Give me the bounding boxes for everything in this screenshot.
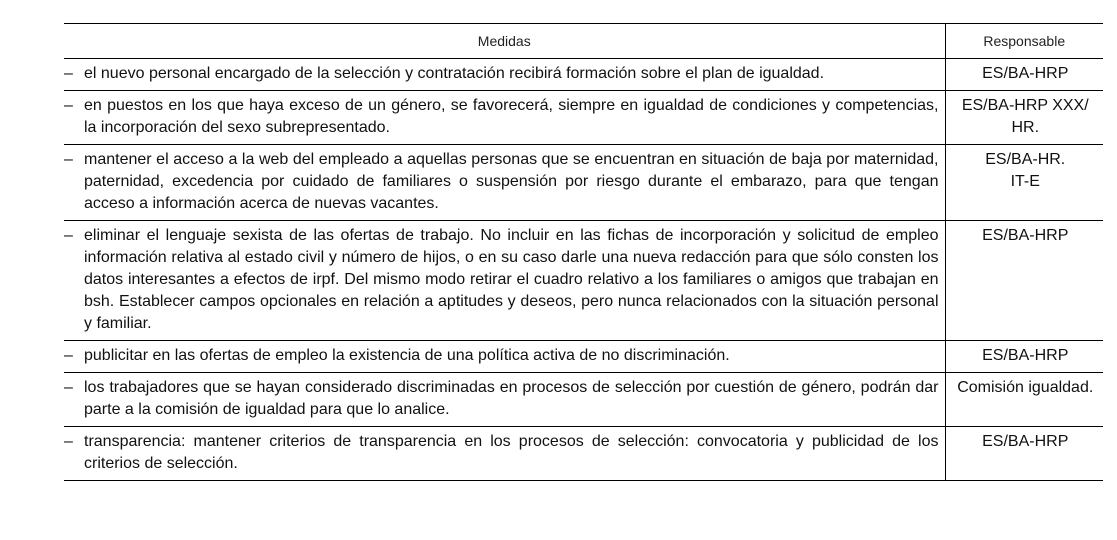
- table-row: [64, 221, 1103, 341]
- responsable-cell: ES/BA-HRP: [945, 221, 1103, 341]
- dash-bullet: –: [64, 433, 73, 450]
- responsable-cell: ES/BA-HR. IT-E: [945, 145, 1103, 221]
- table-row: [64, 427, 1103, 481]
- medida-text: los trabajadores que se hayan considerado discriminadas en procesos de selección por cuestión de género, podrán dar parte a la comisión de igualdad para que lo analice.: [84, 379, 939, 418]
- medida-text: transparencia: mantener criterios de transparencia en los procesos de selección: convocatoria y publicidad de los criterios de selección.: [84, 433, 939, 472]
- responsable-cell: Comisión igualdad.: [945, 373, 1103, 427]
- medida-text: en puestos en los que haya exceso de un género, se favorecerá, siempre en igualdad de condiciones y competencias, la incorporación del sexo subrepresentado.: [84, 97, 939, 136]
- responsable-cell: ES/BA-HRP: [945, 59, 1103, 91]
- dash-bullet: –: [64, 65, 73, 82]
- medida-cell: [64, 373, 945, 427]
- medida-cell: [64, 221, 945, 341]
- medida-text: mantener el acceso a la web del empleado a aquellas personas que se encuentran en situación de baja por maternidad, paternidad, excedencia por cuidado de familiares o suspensión por riesgo durante el embarazo, para que tengan acceso a información acerca de nuevas vacantes.: [84, 151, 939, 212]
- table-row: [64, 341, 1103, 373]
- dash-bullet: –: [64, 379, 73, 396]
- medida-cell: [64, 341, 945, 373]
- medida-cell: [64, 91, 945, 145]
- medida-cell: [64, 427, 945, 481]
- table-row: [64, 59, 1103, 91]
- medida-cell: [64, 59, 945, 91]
- dash-bullet: –: [64, 347, 73, 364]
- medida-text: el nuevo personal encargado de la selección y contratación recibirá formación sobre el plan de igualdad.: [84, 65, 825, 82]
- medida-text: publicitar en las ofertas de empleo la existencia de una política activa de no discriminación.: [84, 347, 730, 364]
- responsable-cell: ES/BA-HRP: [945, 341, 1103, 373]
- dash-bullet: –: [64, 151, 73, 168]
- table-row: [64, 91, 1103, 145]
- table-row: [64, 145, 1103, 221]
- table-row: [64, 373, 1103, 427]
- measures-table: [64, 23, 1103, 481]
- dash-bullet: –: [64, 227, 73, 244]
- responsable-column-header: Responsable: [945, 24, 1103, 59]
- table-header-row: [64, 24, 1103, 59]
- medida-text: eliminar el lenguaje sexista de las ofertas de trabajo. No incluir en las fichas de incorporación y solicitud de empleo información relativa al estado civil y número de hijos, o en su caso darle una nueva redacción para que sólo consten los datos interesantes a efectos de irpf. Del mismo modo retirar el cuadro relativo a los familiares o amigos que trabajan en bsh. Establecer campos opcionales en relación a aptitudes y deseos, pero nunca relacionados con la situación personal y familiar.: [84, 227, 939, 332]
- medida-cell: [64, 145, 945, 221]
- responsable-cell: ES/BA-HRP: [945, 427, 1103, 481]
- medidas-column-header: Medidas: [64, 24, 945, 59]
- responsable-cell: ES/BA-HRP XXX/ HR.: [945, 91, 1103, 145]
- dash-bullet: –: [64, 97, 73, 114]
